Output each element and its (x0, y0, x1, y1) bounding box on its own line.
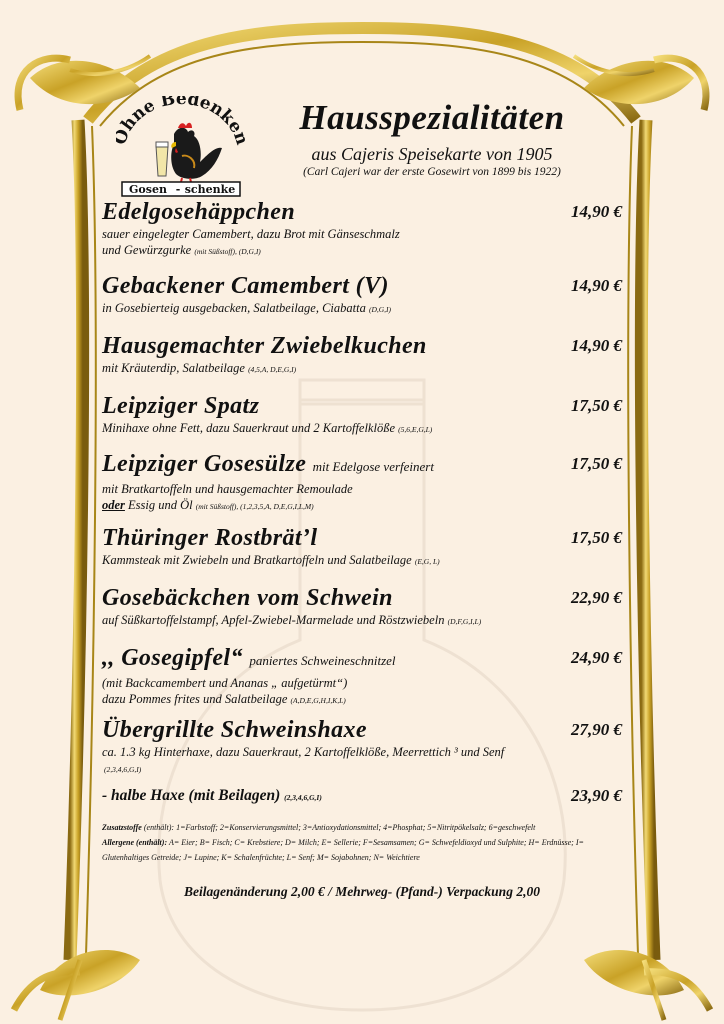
dish-price: 24,90 € (571, 648, 622, 667)
dish-allergens: (mit Süßstoff), (1,2,3,5,A, D,E,G,I,L,M) (195, 502, 314, 511)
dish-description: mit Kräuterdip, Salatbeilage (4,5,A, D,E,G,I) (102, 361, 297, 375)
dish-description: auf Süßkartoffelstampf, Apfel-Zwiebel-Marmelade und Röstzwiebeln (D,F,G,I,L) (102, 613, 482, 627)
menu-title: Hausspezialitäten (299, 98, 565, 137)
dish-or-word: oder (102, 498, 125, 512)
dish-price: 17,50 € (571, 454, 622, 473)
menu-item-gosebaeckchen (102, 584, 632, 630)
dish-name: Übergrillte Schweinshaxe (102, 717, 367, 743)
dish-price: 14,90 € (571, 202, 622, 221)
dish-allergens: (E,G, L) (414, 557, 440, 566)
dish-description: sauer eingelegter Camembert, dazu Brot mit Gänseschmalz (102, 227, 400, 241)
dish-description: Kammsteak mit Zwiebeln und Bratkartoffeln und Salatbeilage (E,G, L) (102, 553, 440, 567)
dish-allergens: (4,5,A, D,E,G,I) (248, 365, 297, 374)
dish-allergens: (5,6,E,G,L) (398, 425, 433, 434)
menu-subtitle: aus Cajeris Speisekarte von 1905 (311, 144, 553, 164)
menu-item-rostbraetl (102, 524, 632, 570)
logo-banner-left: Gosen (129, 183, 167, 196)
dish-price: 17,50 € (571, 528, 622, 547)
dish-name: ,, Gosegipfel“ paniertes Schweineschnitzel (102, 645, 396, 671)
dish-name: Hausgemachter Zwiebelkuchen (102, 333, 427, 359)
restaurant-logo (116, 96, 246, 198)
menu-item-gosesuelze (102, 450, 632, 515)
svg-text:-: - (175, 183, 181, 196)
allergens-note-line2: Glutenhaltiges Getreide; J= Lupine; K= Schalenfrüchte; L= Senf; M= Sojabohnen; N= Weichtiere (102, 853, 420, 862)
dish-name: Gebackener Camembert (V) (102, 273, 389, 299)
dish-allergens: (D,F,G,I,L) (447, 617, 482, 626)
allergen-footnotes (102, 820, 622, 865)
dish-name: Leipziger Gosesülze mit Edelgose verfeinert (102, 451, 434, 477)
menu-item-halbe-haxe (102, 786, 632, 808)
dish-name-suffix: mit Edelgose verfeinert (312, 459, 434, 474)
menu-item-edelgosehaeppchen (102, 198, 632, 260)
logo-arc-text: hne Bedenke (117, 96, 246, 137)
dish-description: ca. 1.3 kg Hinterhaxe, dazu Sauerkraut, 2 Kartoffelklöße, Meerrettich ³ und Senf (102, 745, 505, 759)
side-dish-change-note: Beilagenänderung 2,00 € / Mehrweg- (Pfand-) Verpackung 2,00 (184, 884, 540, 899)
dish-allergens: (2,3,4,6,G,I) (284, 793, 322, 802)
dish-price: 14,90 € (571, 276, 622, 295)
menu-item-leipziger-spatz (102, 392, 632, 438)
dish-price: 17,50 € (571, 396, 622, 415)
dish-description: (mit Backcamembert und Ananas „ aufgetürmt“) (102, 676, 348, 690)
dish-name: Thüringer Rostbrät’l (102, 525, 318, 551)
dish-allergens: (mit Süßstoff), (D,G,I) (194, 247, 261, 256)
dish-description-line2: oder Essig und Öl (mit Süßstoff), (1,2,3,5,A, D,E,G,I,L,M) (102, 498, 314, 512)
dish-description-line2: dazu Pommes frites und Salatbeilage (A,D,E,G,H,I,K,L) (102, 692, 346, 706)
allergens-note: Allergene (enthält): A= Eier; B= Fisch; C= Krebstiere; D= Milch; E= Sellerie; F=Sesamsamen; G= Schwefeldioxyd und Sulphite; H= Erdnüsse; I= (102, 838, 584, 847)
menu-item-schweinshaxe (102, 716, 632, 778)
dish-description: in Gosebierteig ausgebacken, Salatbeilage, Ciabatta (D,G,I) (102, 301, 392, 315)
dish-price: 22,90 € (571, 588, 622, 607)
dish-description: Minihaxe ohne Fett, dazu Sauerkraut und 2 Kartoffelklöße (5,6,E,G,L) (102, 421, 433, 435)
dish-allergens: (A,D,E,G,H,I,K,L) (290, 696, 346, 705)
dish-name: Gosebäckchen vom Schwein (102, 585, 393, 611)
dish-description: mit Bratkartoffeln und hausgemachter Remoulade (102, 482, 353, 496)
menu-history-note: (Carl Cajeri war der erste Gosewirt von 1899 bis 1922) (303, 166, 561, 178)
menu-item-zwiebelkuchen (102, 332, 632, 378)
dish-name-suffix: paniertes Schweineschnitzel (249, 653, 396, 668)
dish-description-line2 (102, 760, 632, 778)
dish-description-line2: und Gewürzgurke (mit Süßstoff), (D,G,I) (102, 243, 261, 257)
dish-price: 23,90 € (571, 786, 622, 805)
dish-price: 27,90 € (571, 720, 622, 739)
additives-note: Zusatzstoffe (enthält): 1=Farbstoff; 2=Konservierungsmittel; 3=Antioxydationsmittel; 4=Phosphat; 5=Nitritpökelsalz; 6=geschwefelt (102, 823, 536, 832)
logo-banner-right: schenke (184, 183, 236, 196)
rooster-logo-icon (116, 96, 246, 198)
menu-item-gebackener-camembert (102, 272, 632, 318)
dish-name: Edelgosehäppchen (102, 199, 296, 225)
dish-allergens: (2,3,4,6,G,I) (104, 765, 142, 774)
dish-name: Leipziger Spatz (102, 393, 260, 419)
dish-price: 14,90 € (571, 336, 622, 355)
dish-name: - halbe Haxe (mit Beilagen) (2,3,4,6,G,I) (102, 787, 322, 804)
menu-item-gosegipfel (102, 644, 632, 709)
dish-allergens: (D,G,I) (368, 305, 392, 314)
